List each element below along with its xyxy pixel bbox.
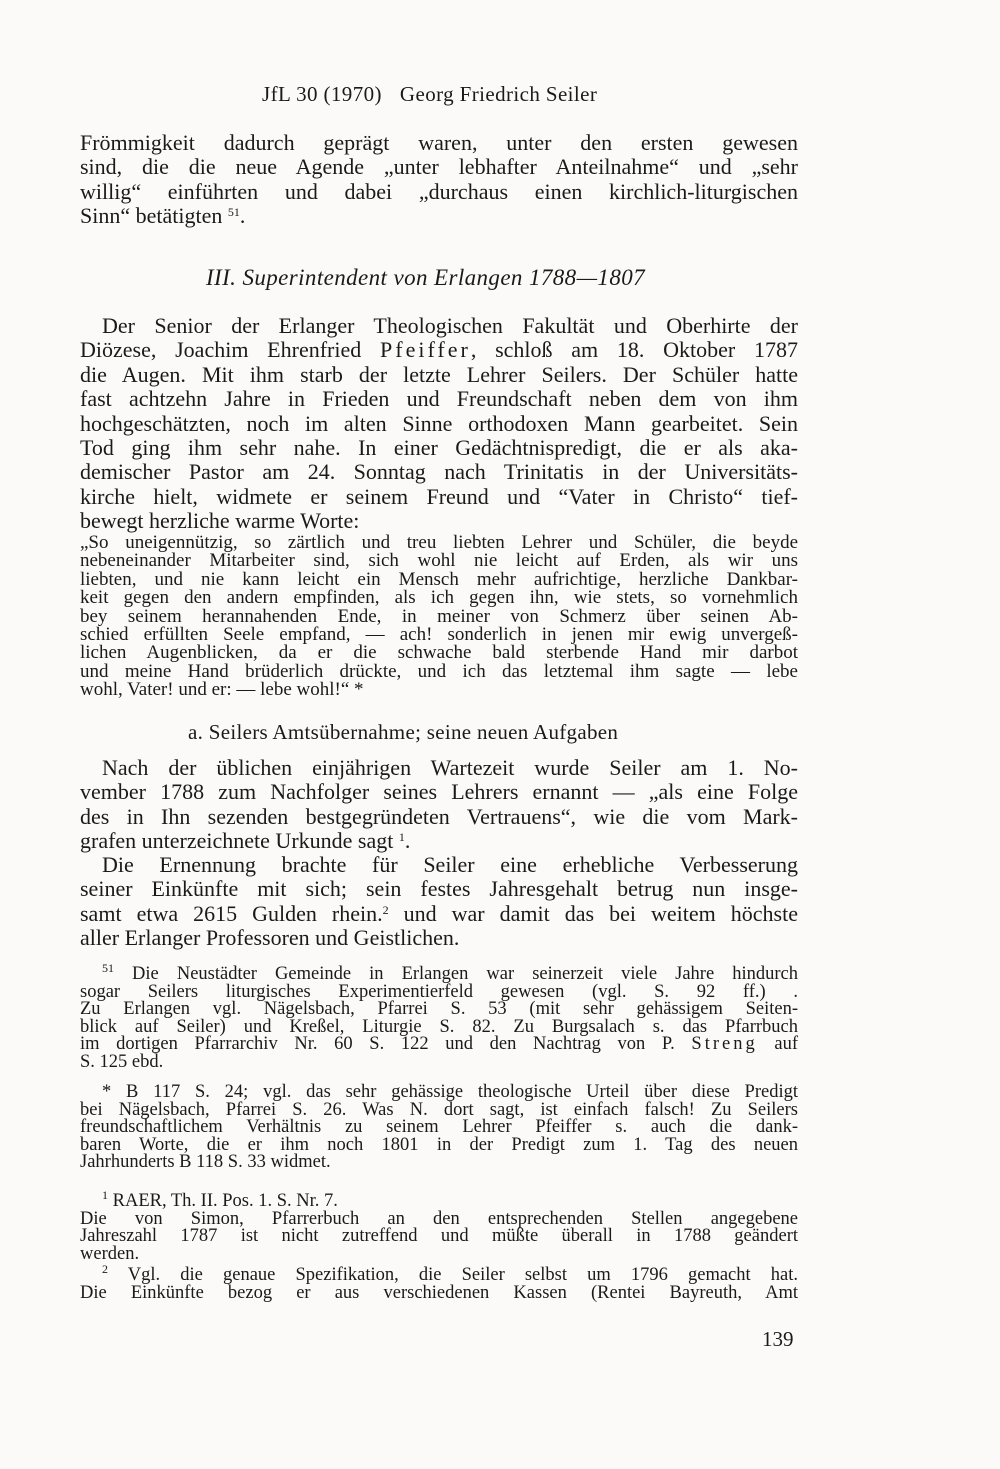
subsection-heading: a. Seilers Amtsübernahme; seine neuen Aufgaben: [188, 720, 619, 744]
footnote-line: $^2$ Vgl. die genaue Spezifikation, die Seiler selbst um 1796 gemacht hat.: [102, 1262, 798, 1285]
quote-line: nebeneinander Mitarbeiter sind, sich wohl nie leicht auf Erden, als wir uns: [80, 550, 798, 572]
block-quote: [80, 534, 798, 700]
spaced-name: Pfeiffer: [380, 337, 471, 363]
text-line: demischer Pastor am 24. Sonntag nach Trinitatis in der Universitäts-: [80, 459, 798, 485]
footnote-51: [80, 961, 798, 1072]
footnote-line: $^1$ RAER, Th. II. Pos. 1. S. Nr. 7.: [102, 1188, 338, 1211]
quote-line: „So uneigennützig, so zärtlich und treu liebten Lehrer und Schüler, die beyde: [80, 532, 798, 553]
paragraph-pfeiffer: [80, 314, 798, 534]
footnote-marker: 2: [102, 1262, 108, 1276]
footnote-line: baren Worte, die er ihm noch 1801 in der Predigt zum 1. Tag des neuen: [80, 1134, 798, 1155]
text-line: grafen unterzeichnete Urkunde sagt $^1$.: [80, 828, 411, 854]
text-line: des in Ihn sezenden bestgegründeten Vertrauens“, wie die vom Mark-: [80, 803, 798, 829]
footnote-line: im dortigen Pfarrarchiv Nr. 60 S. 122 und den Nachtrag von P. Streng auf: [80, 1034, 798, 1055]
text-line: Nach der üblichen einjährigen Wartezeit wurde Seiler am 1. No-: [102, 755, 798, 780]
footnote-line: * B 117 S. 24; vgl. das sehr gehässige theologische Urteil über diese Predigt: [102, 1082, 798, 1102]
journal-reference: JfL 30 (1970): [262, 82, 382, 106]
footnote-line: Die von Simon, Pfarrerbuch an den entsprechenden Stellen angegebene: [80, 1208, 798, 1229]
text-line: samt etwa 2615 Gulden rhein.$^2$ und war damit das bei weitem höchste: [80, 900, 798, 926]
text-line: hochgeschätzten, noch im alten Sinne orthodoxen Mann gearbeitet. Sein: [80, 410, 798, 436]
footnote-2: [80, 1262, 798, 1303]
running-header: [262, 82, 622, 107]
quote-line: schied erfüllten Seele empfand, — ach! sonderlich in jenen mir ewig unvergeß-: [80, 624, 798, 646]
footnote-line: S. 125 ebd.: [80, 1051, 164, 1072]
text-line: Frömmigkeit dadurch geprägt waren, unter den ersten gewesen: [80, 130, 798, 155]
footnote-line: Jahreszahl 1787 ist nicht zutreffend und müßte überall in 1788 geändert: [80, 1226, 798, 1247]
footnote-marker: 51: [102, 961, 114, 975]
text-line: seiner Einkünfte mit sich; sein festes Jahresgehalt betrug nun insge-: [80, 876, 798, 902]
text-line: sind, die die neue Agende „unter lebhafter Anteilnahme“ und „sehr: [80, 154, 798, 180]
footnote-line: freundschaftlichem Verhältnis zu seinem Lehrer Pfeiffer s. auch die dank-: [80, 1117, 798, 1138]
footnote-star: [80, 1084, 798, 1172]
footnote-ref-51: 51: [227, 205, 240, 220]
footnote-line: Jahrhunderts B 118 S. 33 widmet.: [80, 1152, 331, 1173]
footnote-line: sogar Seilers liturgisches Experimentierfeld gewesen (vgl. S. 92 ff.) .: [80, 981, 798, 1002]
footnote-line: $^{51}$ Die Neustädter Gemeinde in Erlangen war seinerzeit viele Jahre hindurch: [102, 961, 798, 984]
paragraph-income: [80, 853, 798, 951]
quote-line: bey seinem herannahenden Ende, in meiner von Schmerz über seinen Ab-: [80, 605, 798, 627]
quote-line: lichen Augenblicken, da er die schwache bald sterbende Hand mir darbot: [80, 642, 798, 664]
text-line: fast achtzehn Jahre in Frieden und Freundschaft neben dem von ihm: [80, 386, 798, 412]
footnote-ref-2: 2: [382, 902, 389, 917]
text-line: bewegt herzliche warme Worte:: [80, 508, 360, 534]
footnote-ref-1: 1: [398, 830, 405, 845]
text-line: aller Erlanger Professoren und Geistlichen.: [80, 925, 460, 951]
text-line: die Augen. Mit ihm starb der letzte Lehrer Seilers. Der Schüler hatte: [80, 361, 798, 387]
quote-line: keit gegen den andern empfinden, als ich gegen ihn, wie stets, so vornehmlich: [80, 587, 798, 609]
text-line: Tod ging ihm sehr nahe. In einer Gedächtnispredigt, die er als aka-: [80, 435, 798, 461]
text-line: Sinn“ betätigten $^{51}$.: [80, 203, 246, 229]
quote-line: und meine Hand brüderlich drückte, und ich das letztemal ihm sagte — lebe: [80, 660, 798, 682]
footnote-line: bei Nägelsbach, Pfarrei S. 26. Was N. dort sagt, ist einfach falsch! Zu Seilers: [80, 1099, 798, 1120]
header-author: Georg Friedrich Seiler: [399, 82, 598, 106]
footnote-line: werden.: [80, 1243, 140, 1264]
paragraph-appointment: [80, 756, 798, 854]
text-line: vember 1788 zum Nachfolger seines Lehrers ernannt — „als eine Folge: [80, 779, 798, 805]
footnote-line: Die Einkünfte bezog er aus verschiedenen Kassen (Rentei Bayreuth, Amt: [80, 1282, 798, 1303]
page-number: 139: [762, 1327, 794, 1351]
quote-line: liebten, und nie kann leicht ein Mensch mehr aufrichtige, herzliche Dankbar-: [80, 568, 798, 590]
text-line: kirche hielt, widmete er seinem Freund und “Vater in Christo“ tief-: [80, 483, 798, 509]
text-line: Der Senior der Erlanger Theologischen Fakultät und Oberhirte der: [102, 313, 798, 338]
intro-paragraph: [80, 131, 798, 229]
spaced-name: Streng: [691, 1034, 758, 1055]
section-heading: III. Superintendent von Erlangen 1788—1807: [206, 265, 646, 290]
footnote-line: Zu Erlangen vgl. Nägelsbach, Pfarrei S. 53 (mit sehr gehässigem Seiten-: [80, 999, 798, 1020]
quote-line: wohl, Vater! und er: — lebe wohl!“ *: [80, 679, 364, 701]
text-line: Die Ernennung brachte für Seiler eine erhebliche Verbesserung: [102, 852, 798, 877]
text-line: willig“ einführten und dabei „durchaus einen kirchlich-liturgischen: [80, 178, 798, 204]
footnote-1: [80, 1188, 798, 1264]
footnote-marker: 1: [102, 1188, 108, 1202]
footnote-line: blick auf Seiler) und Kreßel, Liturgie S. 82. Zu Burgsalach s. das Pfarrbuch: [80, 1016, 798, 1037]
text-line: Diözese, Joachim Ehrenfried Pfeiffer, schloß am 18. Oktober 1787: [80, 337, 799, 363]
